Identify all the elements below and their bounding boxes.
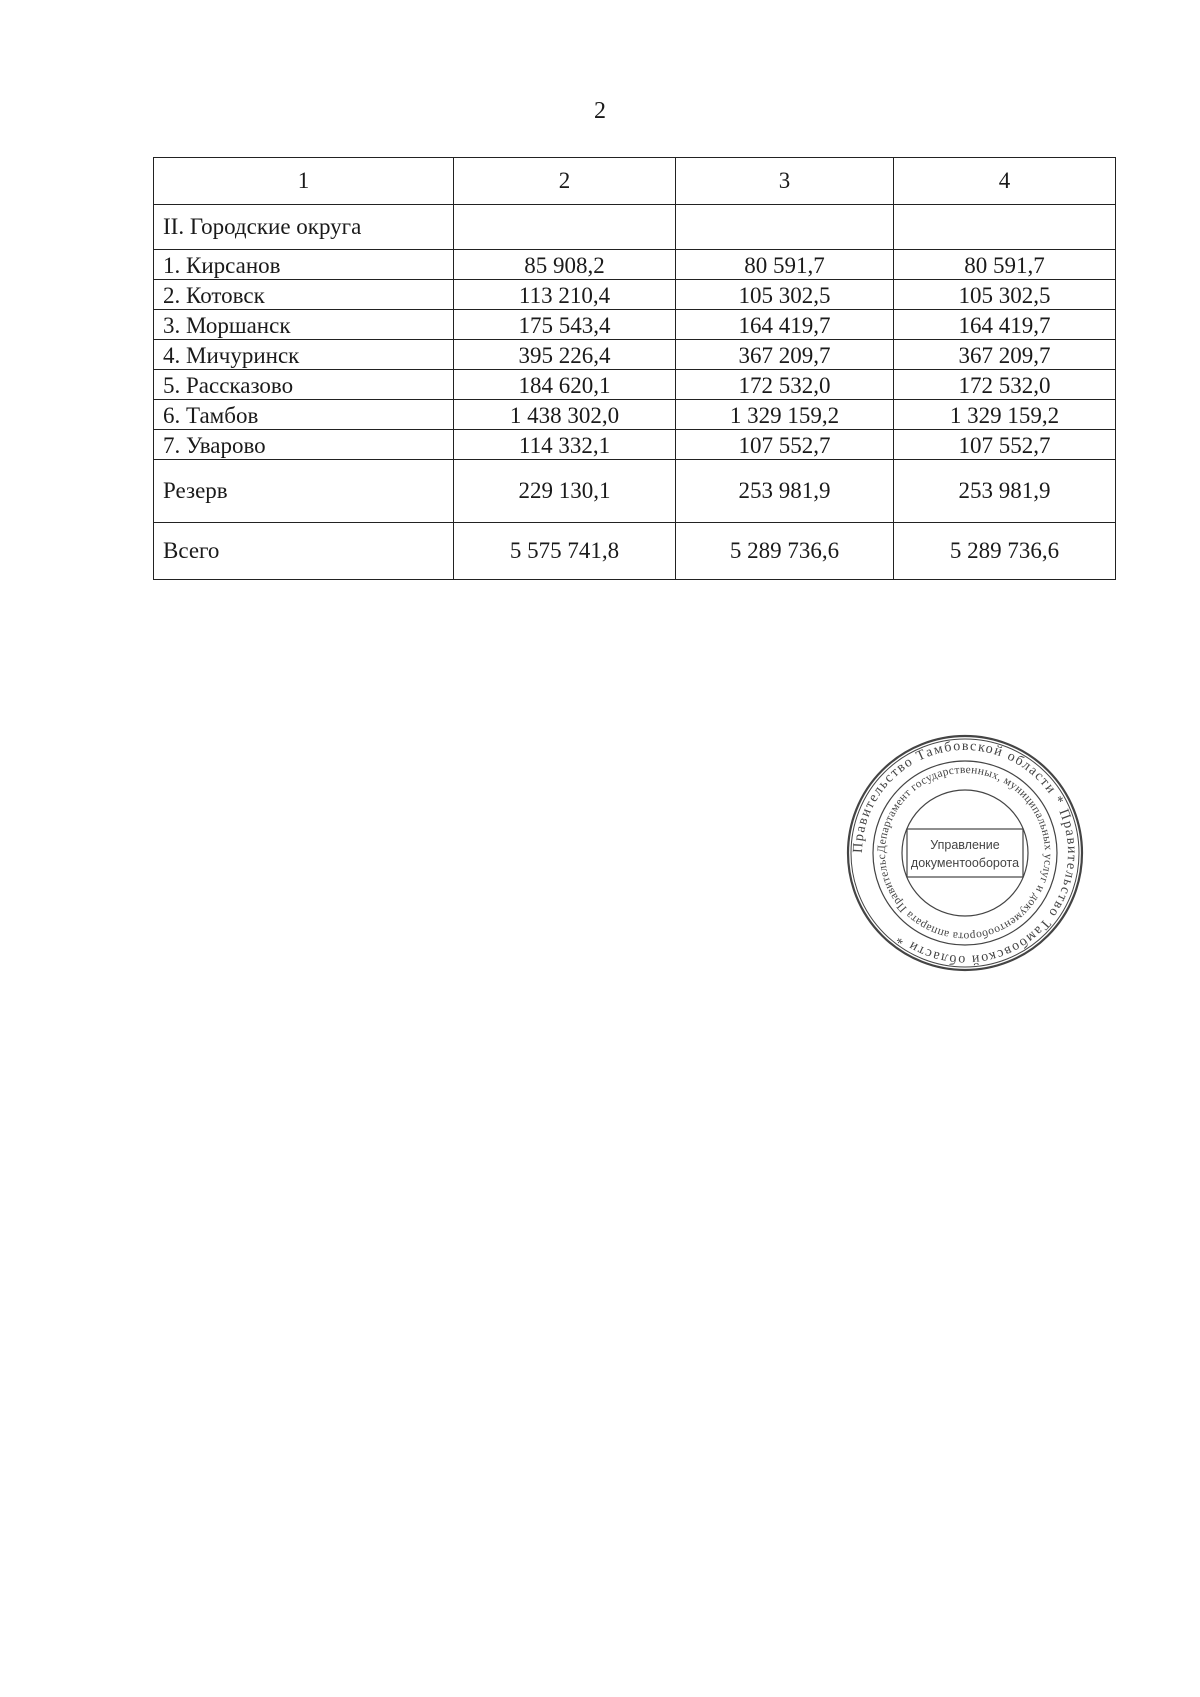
value-col2: 1 438 302,0: [454, 400, 676, 430]
seal-icon: [845, 733, 1085, 973]
table-row: [154, 370, 1116, 400]
column-number-cell: 1: [154, 158, 454, 205]
value-col3: 1 329 159,2: [676, 400, 894, 430]
district-name: 5. Рассказово: [154, 370, 454, 400]
value-col2: 113 210,4: [454, 280, 676, 310]
value-col2: 184 620,1: [454, 370, 676, 400]
total-row: [154, 523, 1116, 580]
total-label: Всего: [154, 523, 454, 580]
seal-center-line1: Управление: [930, 838, 1000, 852]
value-col3: 105 302,5: [676, 280, 894, 310]
column-number-cell: 2: [454, 158, 676, 205]
value-col3: 80 591,7: [676, 250, 894, 280]
empty-cell: [676, 205, 894, 250]
column-number-cell: 4: [894, 158, 1116, 205]
value-col4: 105 302,5: [894, 280, 1116, 310]
value-col2: 175 543,4: [454, 310, 676, 340]
official-seal: [845, 733, 1085, 973]
value-col4: 367 209,7: [894, 340, 1116, 370]
seal-inner-text: Департамент государственных, муниципальных услуг и документооборота аппарата Правительс: [875, 763, 1055, 943]
district-name: 7. Уварово: [154, 430, 454, 460]
column-number-cell: 3: [676, 158, 894, 205]
section-title: II. Городские округа: [154, 205, 454, 250]
table-row: [154, 280, 1116, 310]
value-col3: 5 289 736,6: [676, 523, 894, 580]
allocation-table: [153, 157, 1116, 580]
value-col3: 172 532,0: [676, 370, 894, 400]
value-col4: 107 552,7: [894, 430, 1116, 460]
value-col4: 172 532,0: [894, 370, 1116, 400]
value-col2: 85 908,2: [454, 250, 676, 280]
value-col4: 164 419,7: [894, 310, 1116, 340]
district-name: 1. Кирсанов: [154, 250, 454, 280]
table-row: [154, 250, 1116, 280]
table-row: [154, 400, 1116, 430]
value-col4: 80 591,7: [894, 250, 1116, 280]
seal-outer-text: Правительство Тамбовской области * Правительство Тамбовской области *: [850, 738, 1080, 968]
district-name: 2. Котовск: [154, 280, 454, 310]
table-row: [154, 310, 1116, 340]
value-col3: 107 552,7: [676, 430, 894, 460]
value-col2: 395 226,4: [454, 340, 676, 370]
table-row: [154, 430, 1116, 460]
value-col3: 367 209,7: [676, 340, 894, 370]
column-number-row: [154, 158, 1116, 205]
allocation-table-container: [153, 157, 1115, 580]
table-row: [154, 340, 1116, 370]
district-name: 6. Тамбов: [154, 400, 454, 430]
empty-cell: [454, 205, 676, 250]
value-col2: 229 130,1: [454, 460, 676, 523]
value-col3: 164 419,7: [676, 310, 894, 340]
value-col2: 114 332,1: [454, 430, 676, 460]
empty-cell: [894, 205, 1116, 250]
reserve-label: Резерв: [154, 460, 454, 523]
section-row: [154, 205, 1116, 250]
value-col4: 1 329 159,2: [894, 400, 1116, 430]
value-col4: 253 981,9: [894, 460, 1116, 523]
seal-center-line2: документооборота: [910, 856, 1020, 870]
value-col2: 5 575 741,8: [454, 523, 676, 580]
page-number: 2: [594, 98, 606, 124]
reserve-row: [154, 460, 1116, 523]
district-name: 3. Моршанск: [154, 310, 454, 340]
value-col3: 253 981,9: [676, 460, 894, 523]
value-col4: 5 289 736,6: [894, 523, 1116, 580]
district-name: 4. Мичуринск: [154, 340, 454, 370]
